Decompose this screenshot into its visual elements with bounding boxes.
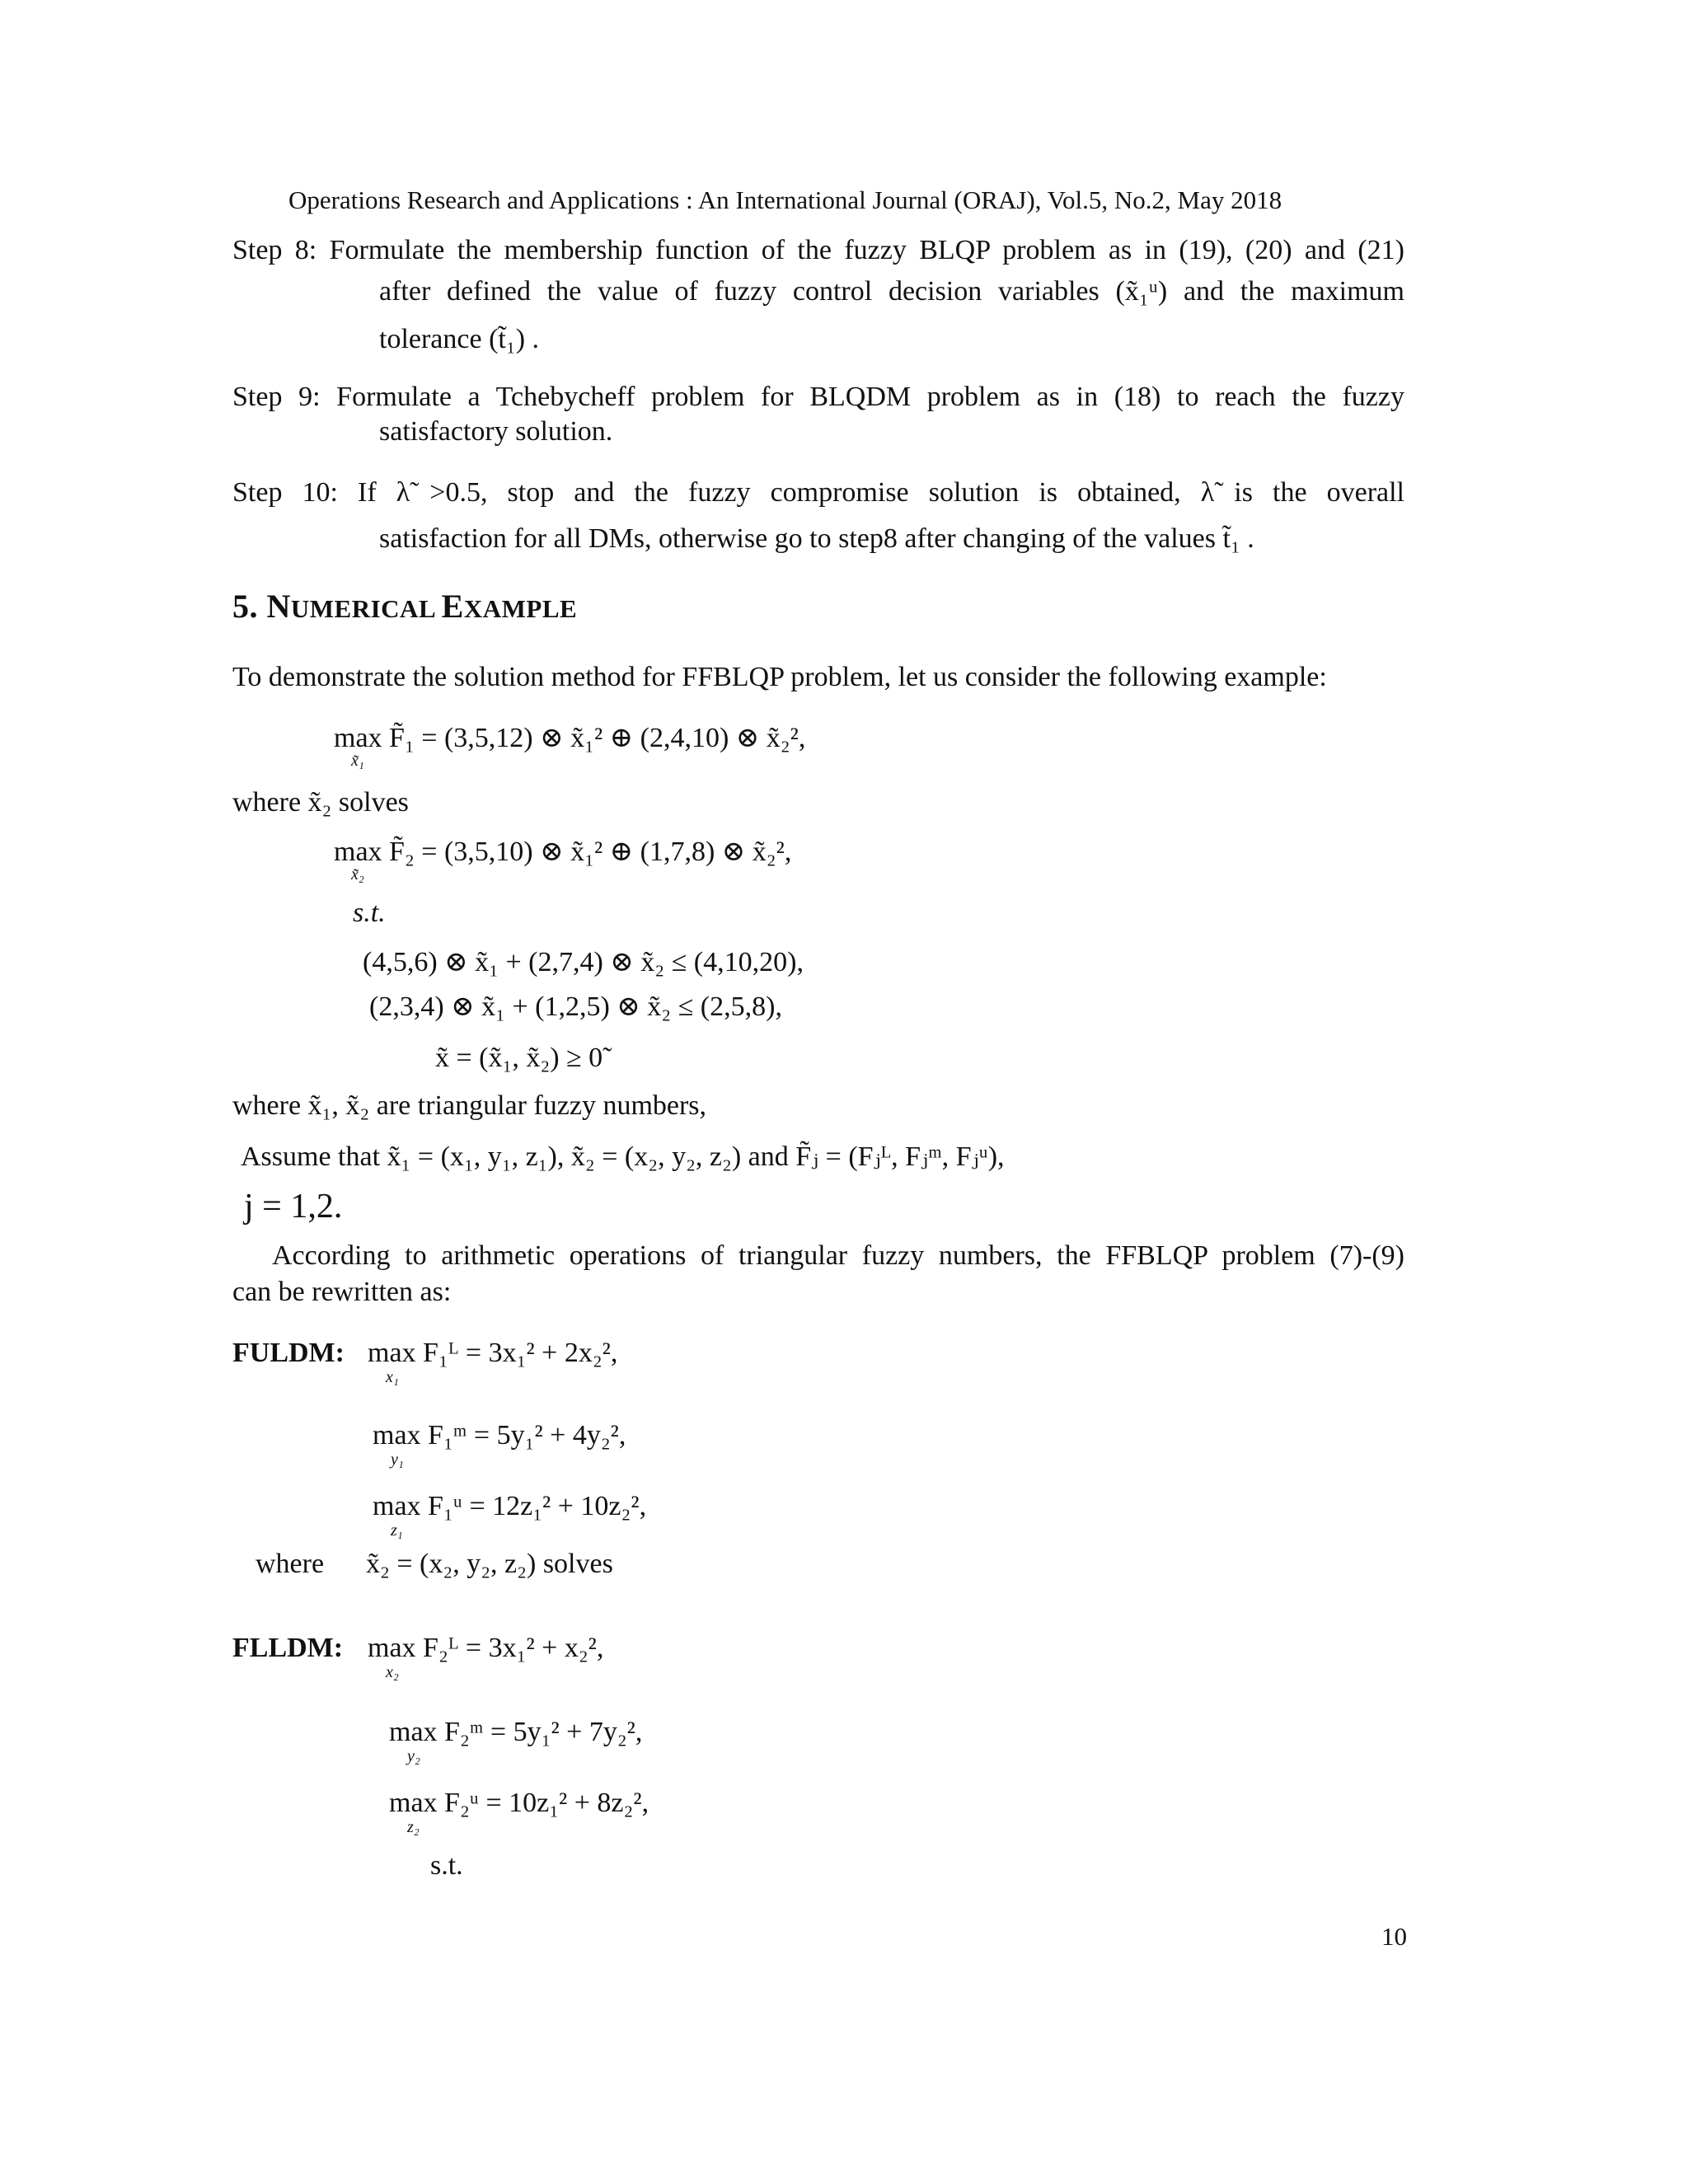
arithmetic-line1: According to arithmetic operations of triangular fuzzy numbers, the FFBLQP problem (7)-(9) [272, 1240, 1404, 1271]
constraint-nonnegativity: x̃ = (x̃₁, x̃₂) ≥ 0̃ [435, 1043, 603, 1073]
step8-line3: tolerance (t̃₁) . [379, 324, 540, 354]
section-heading: 5. NUMERICAL EXAMPLE [232, 588, 578, 625]
section-intro: To demonstrate the solution method for FFBLQP problem, let us consider the following example: [232, 662, 1327, 692]
fuldm-objective-upper: max F₁ᵘ = 12z₁² + 10z₂², [373, 1491, 647, 1521]
flldm-objective-upper: max F₂ᵘ = 10z₁² + 8z₂², [389, 1788, 649, 1818]
upper-objective-subscript: x̃₁ [351, 752, 364, 770]
flldm-subject-to: s.t. [430, 1850, 463, 1881]
page-number: 10 [1381, 1922, 1407, 1951]
flldm-label: FLLDM: [232, 1633, 344, 1663]
fuldm-sub-2: y₁ [391, 1451, 404, 1469]
fuldm-sub-3: z₁ [391, 1521, 403, 1540]
lower-objective-subscript: x̃₂ [351, 865, 364, 883]
arithmetic-line2: can be rewritten as: [232, 1277, 452, 1307]
fuldm-where: where [256, 1549, 325, 1579]
fuldm-objective-lower: max F₁ᴸ = 3x₁² + 2x₂², [368, 1338, 618, 1368]
flldm-objective-lower: max F₂ᴸ = 3x₁² + x₂², [368, 1633, 604, 1663]
flldm-sub-2: y₂ [407, 1747, 420, 1765]
subject-to-label: s.t. [353, 898, 386, 928]
assume-statement: Assume that x̃₁ = (x₁, y₁, z₁), x̃₂ = (x₂, y₂, z₂) and F̃ⱼ = (Fⱼᴸ, Fⱼᵐ, Fⱼᵘ), [241, 1141, 1005, 1172]
lower-objective: max F̃₂ = (3,5,10) ⊗ x̃₁² ⊕ (1,7,8) ⊗ x̃₂², [334, 837, 792, 867]
flldm-sub-1: x₂ [386, 1663, 399, 1681]
index-range: j = 1,2. [244, 1188, 343, 1226]
upper-objective: max F̃₁ = (3,5,12) ⊗ x̃₁² ⊕ (2,4,10) ⊗ x̃₂², [334, 723, 806, 753]
constraint-2: (2,3,4) ⊗ x̃₁ + (1,2,5) ⊗ x̃₂ ≤ (2,5,8), [369, 991, 782, 1022]
flldm-objective-middle: max F₂ᵐ = 5y₁² + 7y₂², [389, 1717, 643, 1747]
running-header: Operations Research and Applications : An International Journal (ORAJ), Vol.5, No.2, May 2018 [288, 185, 1282, 214]
step9-line2: satisfactory solution. [379, 416, 613, 447]
fuldm-label: FULDM: [232, 1338, 345, 1368]
fuldm-sub-1: x₁ [386, 1368, 399, 1386]
step10-line2: satisfaction for all DMs, otherwise go to step8 after changing of the values t̃₁ . [379, 523, 1254, 554]
fuldm-where-solves: x̃₂ = (x₂, y₂, z₂) solves [366, 1549, 613, 1579]
flldm-sub-3: z₂ [407, 1818, 420, 1836]
fuldm-objective-middle: max F₁ᵐ = 5y₁² + 4y₂², [373, 1420, 626, 1451]
step10-line1: Step 10: If λ̃ >0.5, stop and the fuzzy compromise solution is obtained, λ̃ is the overall [232, 477, 1404, 508]
constraint-1: (4,5,6) ⊗ x̃₁ + (2,7,4) ⊗ x̃₂ ≤ (4,10,20), [363, 947, 804, 977]
step8-line2: after defined the value of fuzzy control decision variables (x̃₁ᵘ) and the maximum [379, 276, 1404, 307]
where-solves: where x̃₂ solves [232, 787, 409, 818]
step9-line1: Step 9: Formulate a Tchebycheff problem for BLQDM problem as in (18) to reach the fuzzy [232, 382, 1404, 412]
where-triangular-fuzzy: where x̃₁, x̃₂ are triangular fuzzy numbers, [232, 1090, 707, 1121]
step8-line1: Step 8: Formulate the membership function of the fuzzy BLQP problem as in (19), (20) and (21) [232, 235, 1404, 265]
